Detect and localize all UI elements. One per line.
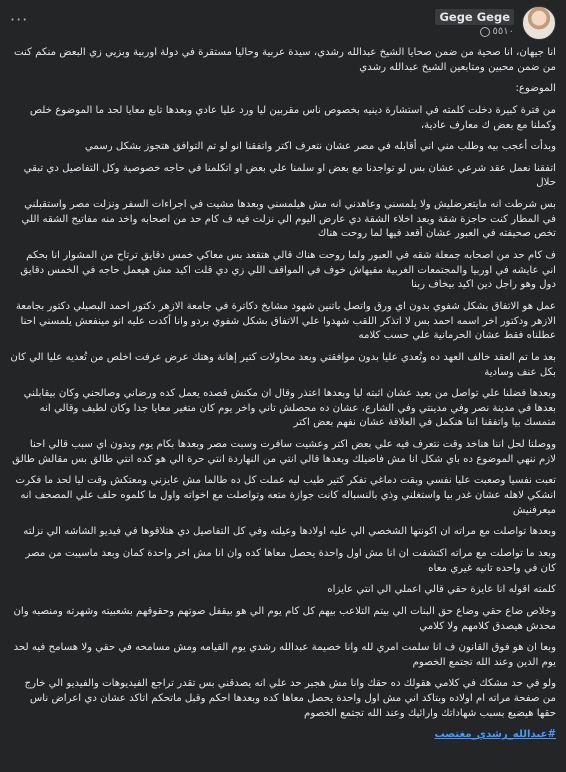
post-body [10, 46, 556, 768]
post-paragraph: كلمته اقوله انا عايزة حقي قالي اعملي الي انتي عايزاه [327, 584, 556, 596]
post-paragraph: وبعدها فضلنا علي تواصل من بعيد عشان اثبته ليا وبعدها اعتذر وقال ان مكنش قصده يعمل كده ورضاني وصالحني وكان بيقابلني بعدها في مدينة نصر وفي مدينتي وفي الشارع، عشان ده محصلش تاني واخر يوم كان متغير معايا جدا وكان لطيف وقالي انه متمسك بيا واتفقنا اننا هنكمل في العلاقة عشان نفهم بعض اكتر [23, 388, 556, 429]
post-time[interactable]: ٥٥١٠ [492, 26, 514, 37]
globe-icon [480, 27, 490, 37]
post-paragraph: من فترة كبيرة دخلت كلمته في استشارة دينيه بخصوص ناس مقربين ليا ورد عليا عادي وبعدها تابع معايا لحد ما الموضوع خلص وكملنا مع بعض ك معارف عادية، [29, 104, 556, 131]
author-name[interactable]: Gege Gege [435, 9, 514, 25]
post-paragraph: انا جيهان، انا صحية من ضمن صحايا الشيخ عبدالله رشدي، سيدة عربية وحاليا مستقرة في دولة اوربية وبزيي زي البعض منكم كنت من ضمن محبين ومتابعين الشيخ عبدالله رشدي [13, 47, 556, 73]
post-hashtag-line [10, 728, 556, 743]
post-paragraph: بس شرطت انه مايتعرضليش ولا يلمسني وعاهدني انه مش هيلمسني وبعدها مشيت في اجراءات السفر ونزلت مصر واستقبلني في المطار كنت حاجزة شقة وبعد اخلاء الشقة دي عارض اليوم الي نزلت فيه ف كام حد من اصحابه واخد منه مفاتيح الشقه اللي تخص صحيفته في العبور عشان أقعد فيها لما روحت هناك [21, 199, 556, 240]
post-paragraph: الموضوع: [515, 83, 556, 95]
post-paragraph: وبدأت أعجب بيه وطلب مني اني أقابله في مصر عشان نتعرف اكتر واتفقنا انو لو تم التوافق هتجوز بشكل رسمي [84, 141, 556, 153]
more-options-icon[interactable]: ··· [10, 10, 29, 29]
post-paragraph: وبعا ان هو فوق القانون ف انا سلمت امري لله وانا خصيمة عبدالله رشدي يوم القيامه ومش مسامحه في حقي ولا هسامح فيه لحد يوم الدين وعند الله تجتمع الخصوم [13, 642, 556, 668]
post-paragraph: بعد ما تم العقد خالف العهد ده وتُعدي عليا بدون موافقتي وبعد محاولات كتير إهانة وهتك عرض عرفت اخلص من تُعديه عليا الي كان بكل عنف وسادية [10, 351, 556, 378]
post-paragraph: وبعد ما تواصلت مع مراته اكتشفت ان انا مش اول واحدة يحصل معاها كده وان انا مش اخر واحدة كمان وبعد ماسيبت من مصر كان في واحده تانيه غيري معاه [25, 547, 556, 574]
post-meta [480, 26, 514, 37]
post-paragraph: وخلاص ضاع حقي وضاع حق البنات الي بيتم التلاعب بيهم كل كام يوم الي هو بيقفل صوتهم وحقوقهم بشعبيته وشهرته ومنصبه وان محدش هيصدق كلامهم ولا كلامي [13, 605, 556, 632]
post-paragraph: عمل هو الاتفاق بشكل شفوي بدون اي ورق واتصل باتنين شهود مشايخ دكاترة في جامعة الازهر دكتور احمد البصيلي دكتور بجامعة الازهر ودكتور اخر اسمه احمد بس لا اتذكر اللقب شهدوا علي الاتفاق بشكل شفوي بردو وانا أكدت عليه انو مينفعش يلمسني احنا عطلناه فقط عشان الحرمانية علي حسب كلامه [15, 300, 556, 342]
avatar[interactable] [522, 6, 556, 40]
post-paragraph: تعبت نفسيا وصعبت عليا نفسي وبقت دماغي تفكر كتير طيب ليه عملت كل ده طالما مش عايزني ومعتكش وقت ليا لحد ما فكرت انشكي لاهله عشان غدر بيا واستغلني وذي بالنسباله كانت جوازة متعه وتواصلت مع اخواته واول ما كلموه حلف علي المصحف انه ميعرفنيش [15, 475, 556, 516]
post-paragraph: ووصلنا لحل اننا هناخد وقت نتعرف فيه علي بعض اكتر وعشيت سافرت وسبت مصر وبعدها بكام يوم وبدون اي سبب قالي احنا لازم ننهي الموضوع ده باي شكل انا مش فاضيلك وبعدها قالي انتي من النهاردة انتي حرة الي هو كده انتي طالق بس مقالش طالق [12, 439, 556, 465]
post-header [10, 6, 556, 42]
hashtag-link[interactable]: #عبدالله_رشدي_مغتصب [434, 729, 556, 741]
post-paragraph: ف كام حد من اصحابه جمعلة شقه في العبور ولما روحت هناك قالي هتقعد بس معاكي خمس دقايق ترتاح من المشوار انا بحكم اني عايشه في اوربيا والمجتمعات الغربية مفيهاش خوف في المواقف اللي زي دي قلت اكيد مش هيعمل حاجه في الخمس دقايق دول وهو راجل دين اكيد بيخاف ربنا [20, 250, 556, 291]
post-paragraph: وبعدها تواصلت مع مراته ان اكونتها الشخصي الي عليه اولادها وعيلته وفي كل التفاصيل دي هتلاقوها في فيديو الشاشه الي نزلته [23, 526, 556, 538]
post-paragraph: ولو في حد مشكك في كلامي هقولك ده حقك وانا مش هجبر حد علي انه يصدقني بس تقدر تراجع الفيديوهات والفيديو الي خارج من صفحة مراته ام اولاده وبتاكد اني مش اول واحدة يحصل معاها كده وبعدها احكم وقبل ماتحكم اتاكد عشان دي اعراض ناس حقها هيضيع بسبب شهاداتك وارائيك وعند الله تجتمع الخصوم [24, 678, 556, 719]
post-paragraph: اتفقنا نعمل عقد شرعي عشان بس لو تواجدنا مع بعض او سلمنا علي بعض او اتكلمنا في حاجه خصوصية وكل التفاصيل دي تبقي حلال [23, 162, 556, 189]
